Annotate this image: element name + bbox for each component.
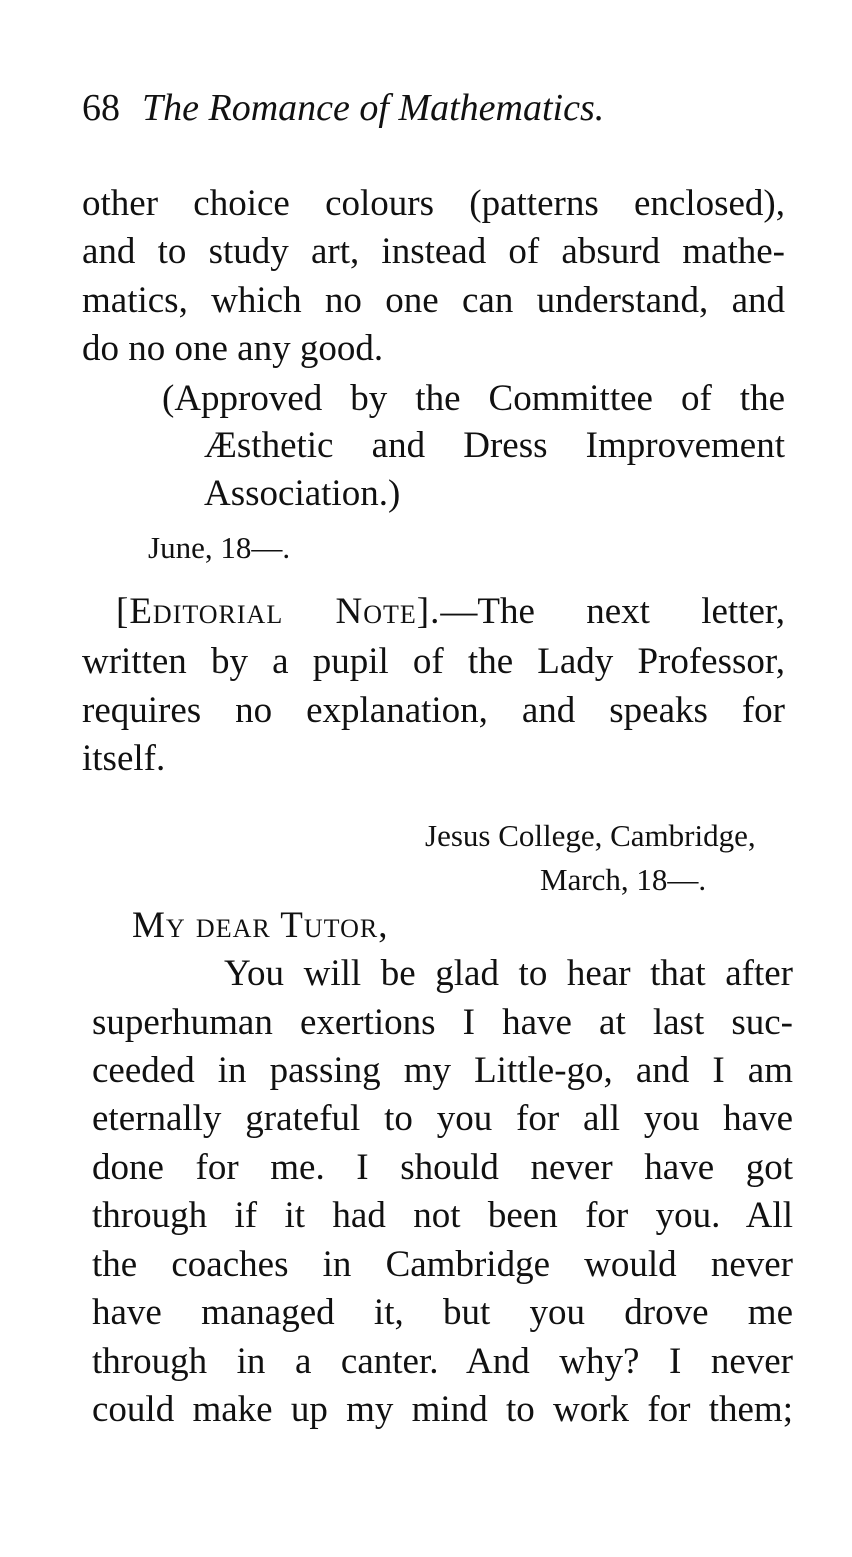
approval-line-3: Association.) — [204, 473, 401, 514]
letter-line-6: through if it had not been for you. All — [92, 1195, 793, 1236]
para1-line-3: matics, which no one can understand, and — [82, 280, 785, 321]
editorial-line-3: requires no explanation, and speaks for — [82, 690, 785, 731]
letter-line-2: superhuman exertions I have at last suc- — [92, 1002, 793, 1043]
editorial-line-4: itself. — [82, 738, 166, 779]
letter-place: Jesus College, Cambridge, — [425, 818, 756, 853]
letter-line-5: done for me. I should never have got — [92, 1147, 793, 1188]
approval-line-2: Æsthetic and Dress Improvement — [204, 425, 785, 466]
letter-date: March, 18—. — [540, 862, 707, 897]
page-number: 68 — [82, 87, 120, 129]
letter-line-1: You will be glad to hear that after — [224, 953, 793, 994]
running-header — [82, 86, 604, 130]
date-june: June, 18—. — [148, 530, 291, 565]
para1-line-1: other choice colours (patterns enclosed), — [82, 183, 785, 224]
letter-line-7: the coaches in Cambridge would never — [92, 1244, 793, 1285]
para1-line-4: do no one any good. — [82, 328, 384, 369]
letter-line-3: ceeded in passing my Little-go, and I am — [92, 1050, 793, 1091]
letter-line-10: could make up my mind to work for them; — [92, 1389, 793, 1430]
letter-line-4: eternally grateful to you for all you have — [92, 1098, 793, 1139]
approval-line-1: (Approved by the Committee of the — [162, 378, 785, 419]
para1-line-2: and to study art, instead of absurd mathe- — [82, 231, 785, 272]
letter-line-9: through in a canter. And why? I never — [92, 1341, 793, 1382]
letter-salutation: My dear Tutor, — [132, 905, 389, 946]
editorial-line-1 — [116, 590, 785, 634]
letter-line-8: have managed it, but you drove me — [92, 1292, 793, 1333]
running-title: The Romance of Mathematics. — [142, 87, 605, 129]
editorial-line-1-text: —The next letter, — [440, 591, 785, 632]
editorial-note-label: [Editorial Note]. — [116, 591, 441, 632]
editorial-line-2: written by a pupil of the Lady Professor, — [82, 641, 785, 682]
